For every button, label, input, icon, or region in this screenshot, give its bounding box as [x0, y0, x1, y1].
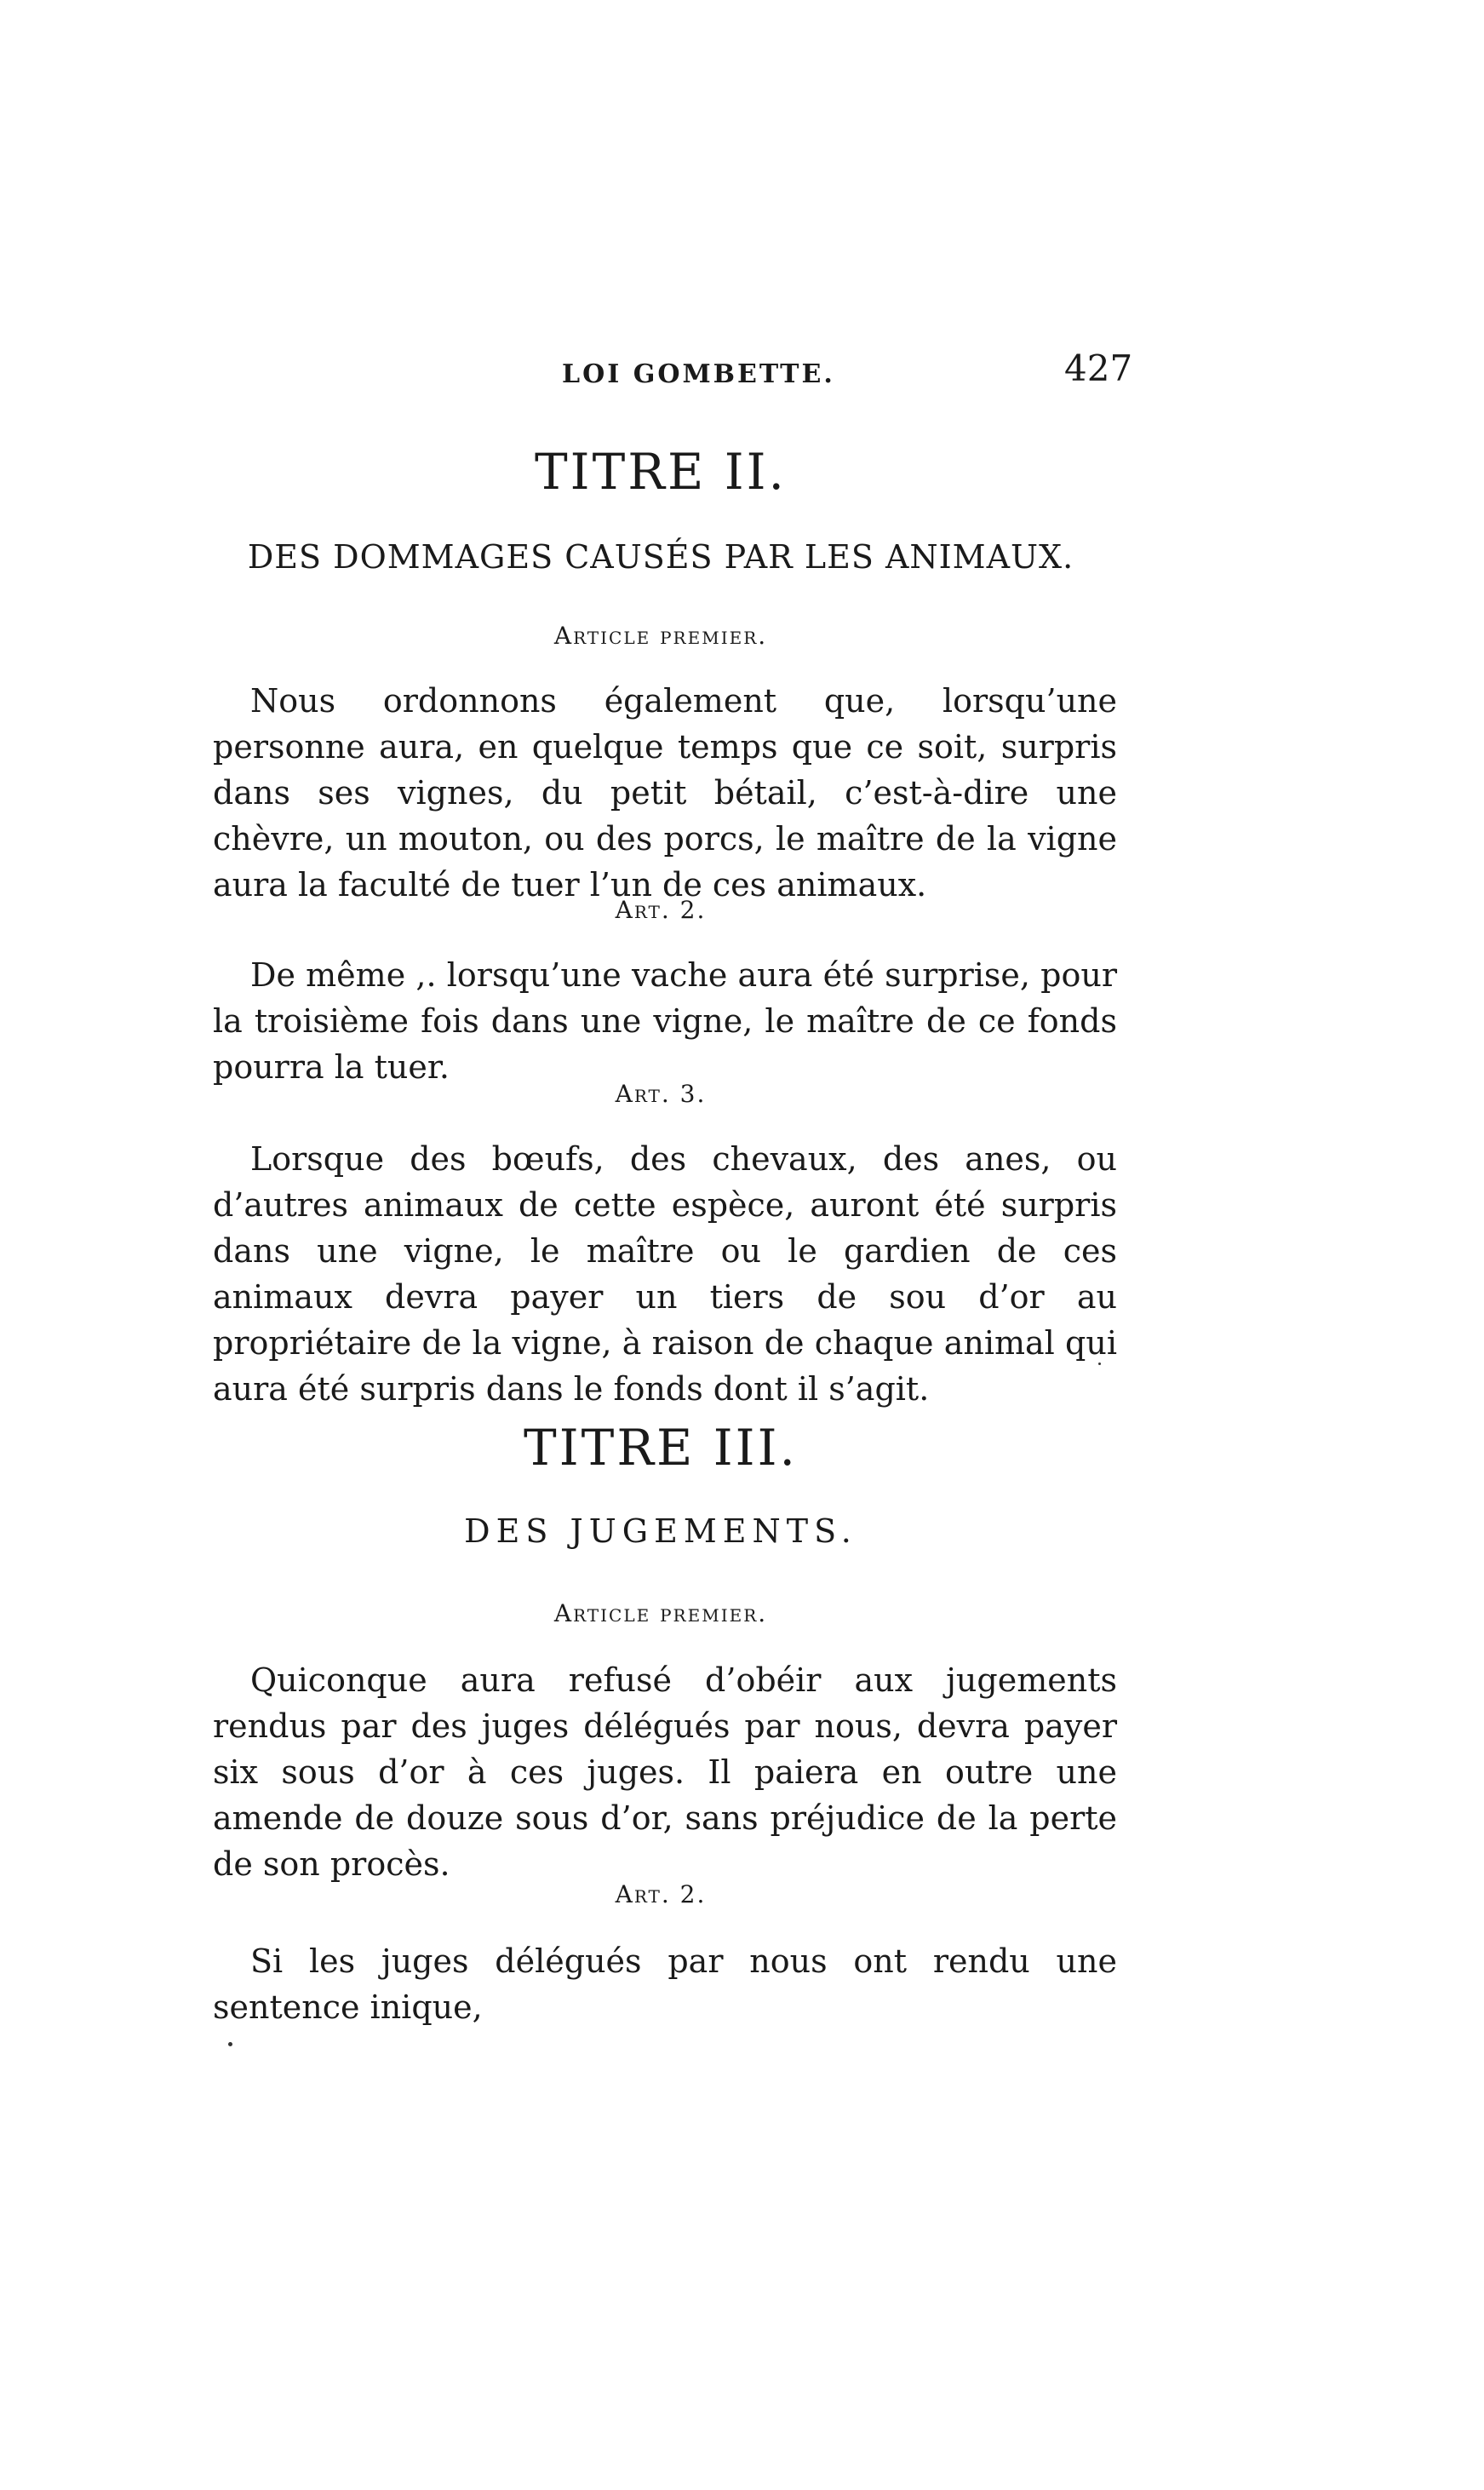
- titre-2-article-2-label: Art. 2.: [615, 896, 707, 924]
- titre-2-article-1-text: Nous ordonnons également que, lorsqu’une personne aura, en quelque temps que ce soit, surpris dans ses vignes, du petit bétail, c’est-à-dire une chèvre, un mouton, ou des porcs, le maître de la vigne aura la faculté de tuer l’un de ces animaux.: [213, 682, 1117, 904]
- titre-2-subheading: DES DOMMAGES CAUSÉS PAR LES ANIMAUX.: [247, 538, 1074, 576]
- titre-3-article-1-label: Article premier.: [553, 1599, 768, 1627]
- titre-3-heading: TITRE III.: [524, 1419, 798, 1477]
- ink-speck: [228, 2042, 232, 2046]
- page-number: 427: [1064, 347, 1133, 389]
- titre-2-article-3-text: Lorsque des bœufs, des chevaux, des anes, ou d’autres animaux de cette espèce, auront été surpris dans une vigne, le maître ou le gardien de ces animaux devra payer un tiers de sou d’or au propriétaire de la vigne, à raison de chaque animal qui aura été surpris dans le fonds dont il s’agit.: [213, 1140, 1117, 1408]
- titre-3-article-1-text: Quiconque aura refusé d’obéir aux jugements rendus par des juges délégués par nous, devra payer six sous d’or à ces juges. Il paiera en outre une amende de douze sous d’or, sans préjudice de la perte de son procès.: [213, 1661, 1117, 1883]
- ink-speck: [1098, 1363, 1101, 1365]
- running-title: LOI GOMBETTE.: [562, 359, 835, 389]
- titre-2-article-2-text: De même ,. lorsqu’une vache aura été surprise, pour la troisième fois dans une vigne, le maître de ce fonds pourra la tuer.: [213, 956, 1117, 1086]
- titre-3-article-2-text: Si les juges délégués par nous ont rendu une sentence inique,: [213, 1942, 1117, 2026]
- titre-2-article-1-label: Article premier.: [553, 622, 768, 650]
- titre-3-article-2-label: Art. 2.: [615, 1880, 707, 1908]
- titre-2-heading: TITRE II.: [535, 443, 787, 501]
- titre-3-subheading: DES JUGEMENTS.: [464, 1512, 857, 1550]
- titre-2-article-3-label: Art. 3.: [615, 1080, 707, 1108]
